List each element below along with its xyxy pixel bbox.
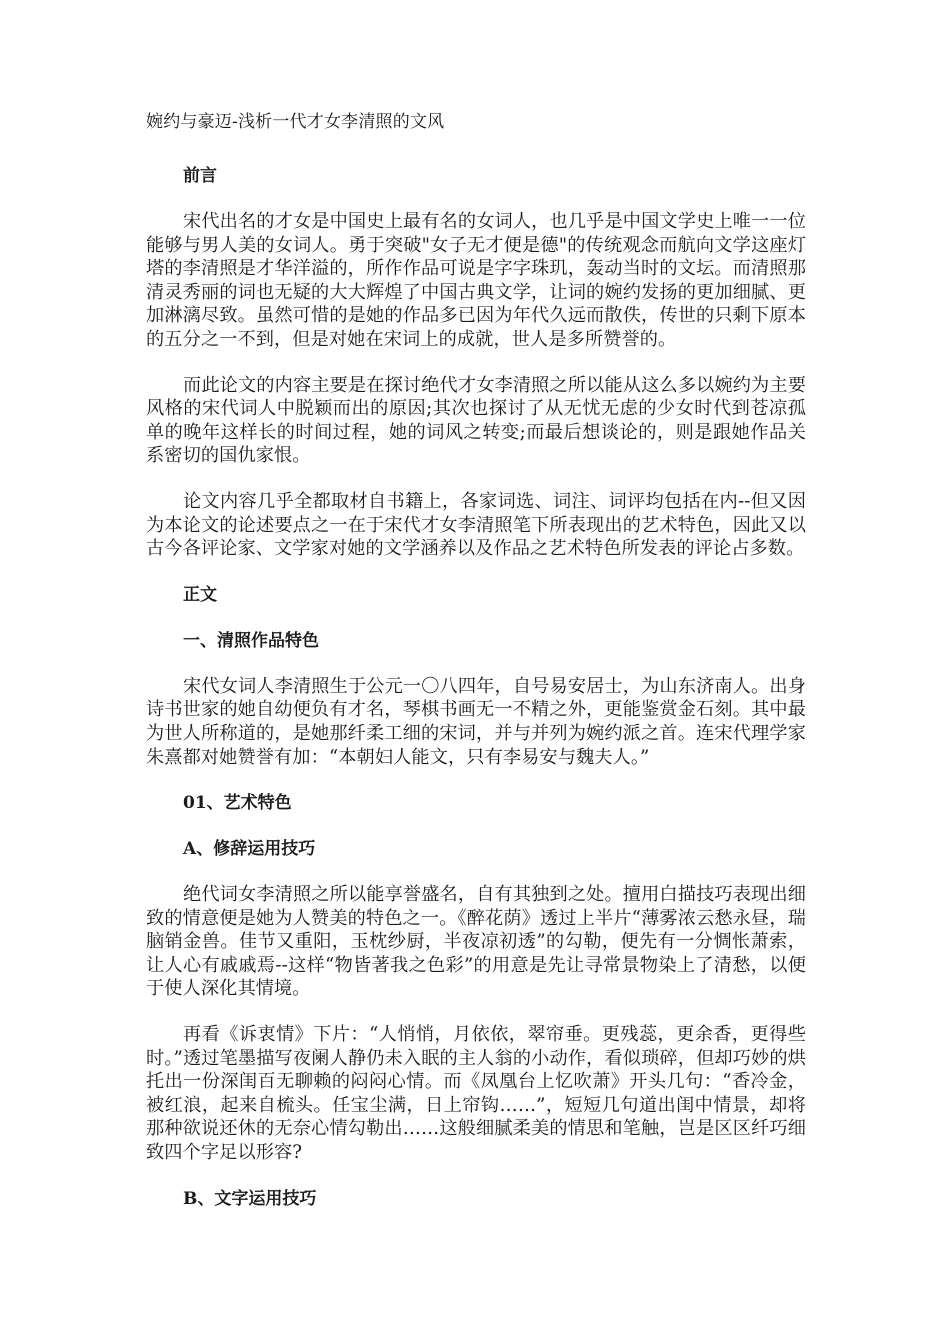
paragraph-6: 再看《诉衷情》下片：“人悄悄，月依依，翠帘垂。更残蕊，更余香，更得些时。”透过笔墨描写夜阑人静仍未入眠的主人翁的小动作，看似琐碎，但却巧妙的烘托出一份深闺百无聊赖的闷闷心情。而《凤凰台上忆吹萧》开头几句：“香冷金，被红浪，起来自梳头。任宝尘满，日上帘钩……”，短短几句道出闺中情景，却将那种欲说还休的无奈心情勾勒出……这般细腻柔美的情思和笔触，岂是区区纤巧细致四个字足以形容? bbox=[146, 1024, 806, 1164]
heading-section-one: 一、清照作品特色 bbox=[183, 630, 319, 651]
heading-art-features: 01、艺术特色 bbox=[183, 793, 292, 814]
heading-preface: 前言 bbox=[183, 166, 217, 186]
heading-rhetoric: A、修辞运用技巧 bbox=[183, 839, 316, 860]
paragraph-5: 绝代词女李清照之所以能享誉盛名，自有其独到之处。擅用白描技巧表现出细致的情意便是她为人赞美的特色之一。《醉花荫》透过上半片“薄雾浓云愁永昼，瑞脑销金兽。佳节又重阳，玉枕纱厨，半夜凉初透”的勾勒，便先有一分惆怅萧索，让人心有戚戚焉--这样“物皆著我之色彩”的用意是先让寻常景物染上了清愁，以便于使人深化其情境。 bbox=[146, 884, 806, 1000]
paragraph-1: 宋代出名的才女是中国史上最有名的女词人，也几乎是中国文学史上唯一一位能够与男人美的女词人。勇于突破"女子无才便是德"的传统观念而航向文学这座灯塔的李清照是才华洋溢的，所作作品可说是字字珠玑，轰动当时的文坛。而清照那清灵秀丽的词也无疑的大大辉煌了中国古典文学，让词的婉约发扬的更加细腻、更加淋漓尽致。虽然可惜的是她的作品多已因为年代久远而散佚，传世的只剩下原本的五分之一不到，但是对她在宋词上的成就，世人是多所赞誉的。 bbox=[146, 211, 806, 350]
document-body bbox=[146, 110, 806, 1211]
heading-wording: B、文字运用技巧 bbox=[183, 1188, 317, 1209]
paragraph-2: 而此论文的内容主要是在探讨绝代才女李清照之所以能从这么多以婉约为主要风格的宋代词人中脱颖而出的原因;其次也探讨了从无忧无虑的少女时代到苍凉孤单的晚年这样长的时间过程，她的词风之转变;而最后想谈论的，则是跟她作品关系密切的国仇家恨。 bbox=[146, 374, 806, 467]
paragraph-3: 论文内容几乎全都取材自书籍上，各家词选、词注、词评均包括在内--但又因为本论文的论述要点之一在于宋代才女李清照笔下所表现出的艺术特色，因此又以古今各评论家、文学家对她的文学涵养以及作品之艺术特色所发表的评论占多数。 bbox=[146, 490, 806, 560]
paragraph-4: 宋代女词人李清照生于公元一〇八四年，自号易安居士，为山东济南人。出身诗书世家的她自幼便负有才名，琴棋书画无一不精之外，更能鉴赏金石刻。其中最为世人所称道的，是她那纤柔工细的宋词，并与并列为婉约派之首。连宋代理学家朱熹都对她赞誉有加：“本朝妇人能文，只有李易安与魏夫人。” bbox=[146, 675, 806, 768]
document-title: 婉约与豪迈-浅析一代才女李清照的文风 bbox=[146, 112, 445, 132]
heading-body: 正文 bbox=[183, 584, 217, 605]
